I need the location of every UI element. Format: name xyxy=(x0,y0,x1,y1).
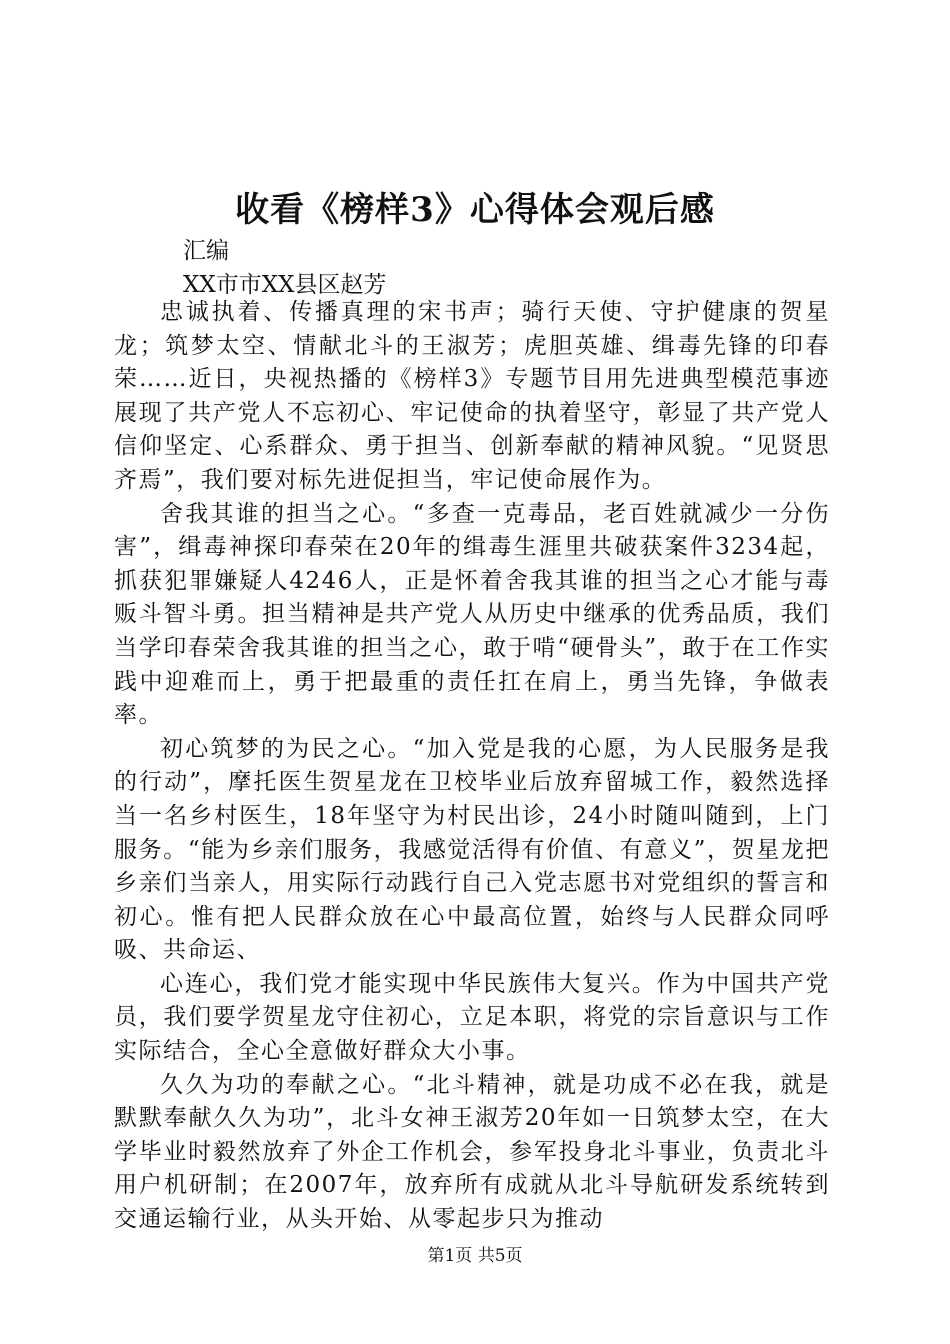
paragraph: 心连心，我们党才能实现中华民族伟大复兴。作为中国共产党员，我们要学贺星龙守住初心，立足本职，将党的宗旨意识与工作实际结合，全心全意做好群众大小事。 xyxy=(114,970,830,1065)
page-number-footer: 第1页 共5页 xyxy=(427,1246,523,1266)
paragraph: 忠诚执着、传播真理的宋书声；骑行天使、守护健康的贺星龙；筑梦太空、情献北斗的王淑芳；虎胆英雄、缉毒先锋的印春荣……近日，央视热播的《榜样3》专题节目用先进典型模范事迹展现了共产党人不忘初心、牢记使命的执着坚守，彰显了共产党人信仰坚定、心系群众、勇于担当、创新奉献的精神风貌。“见贤思齐焉”，我们要对标先进促担当，牢记使命展作为。 xyxy=(114,299,830,493)
paragraph: 久久为功的奉献之心。“北斗精神，就是功成不必在我，就是默默奉献久久为功”，北斗女神王淑芳20年如一日筑梦太空，在大学毕业时毅然放弃了外企工作机会，参军投身北斗事业，负责北斗用户机研制；在2007年，放弃所有成就从北斗导航研发系统转到交通运输行业，从头开始、从零起步只为推动 xyxy=(114,1071,830,1233)
document-title: 收看《榜样3》心得体会观后感 xyxy=(235,190,715,230)
compiler-label: 汇编 xyxy=(183,238,229,264)
document-body xyxy=(114,296,830,1237)
paragraph: 初心筑梦的为民之心。“加入党是我的心愿，为人民服务是我的行动”，摩托医生贺星龙在卫校毕业后放弃留城工作，毅然选择当一名乡村医生，18年坚守为村民出诊，24小时随叫随到，上门服务。“能为乡亲们服务，我感觉活得有价值、有意义”，贺星龙把乡亲们当亲人，用实际行动践行自己入党志愿书对党组织的誓言和初心。惟有把人民群众放在心中最高位置，始终与人民群众同呼吸、共命运、 xyxy=(114,735,830,964)
author-line: XX市市XX县区赵芳 xyxy=(183,272,387,298)
paragraph: 舍我其谁的担当之心。“多查一克毒品，老百姓就减少一分伤害”，缉毒神探印春荣在20年的缉毒生涯里共破获案件3234起，抓获犯罪嫌疑人4246人，正是怀着舍我其谁的担当之心才能与毒贩斗智斗勇。担当精神是共产党人从历史中继承的优秀品质，我们当学印春荣舍我其谁的担当之心，敢于啃“硬骨头”，敢于在工作实践中迎难而上，勇于把最重的责任扛在肩上，勇当先锋，争做表率。 xyxy=(114,500,830,729)
